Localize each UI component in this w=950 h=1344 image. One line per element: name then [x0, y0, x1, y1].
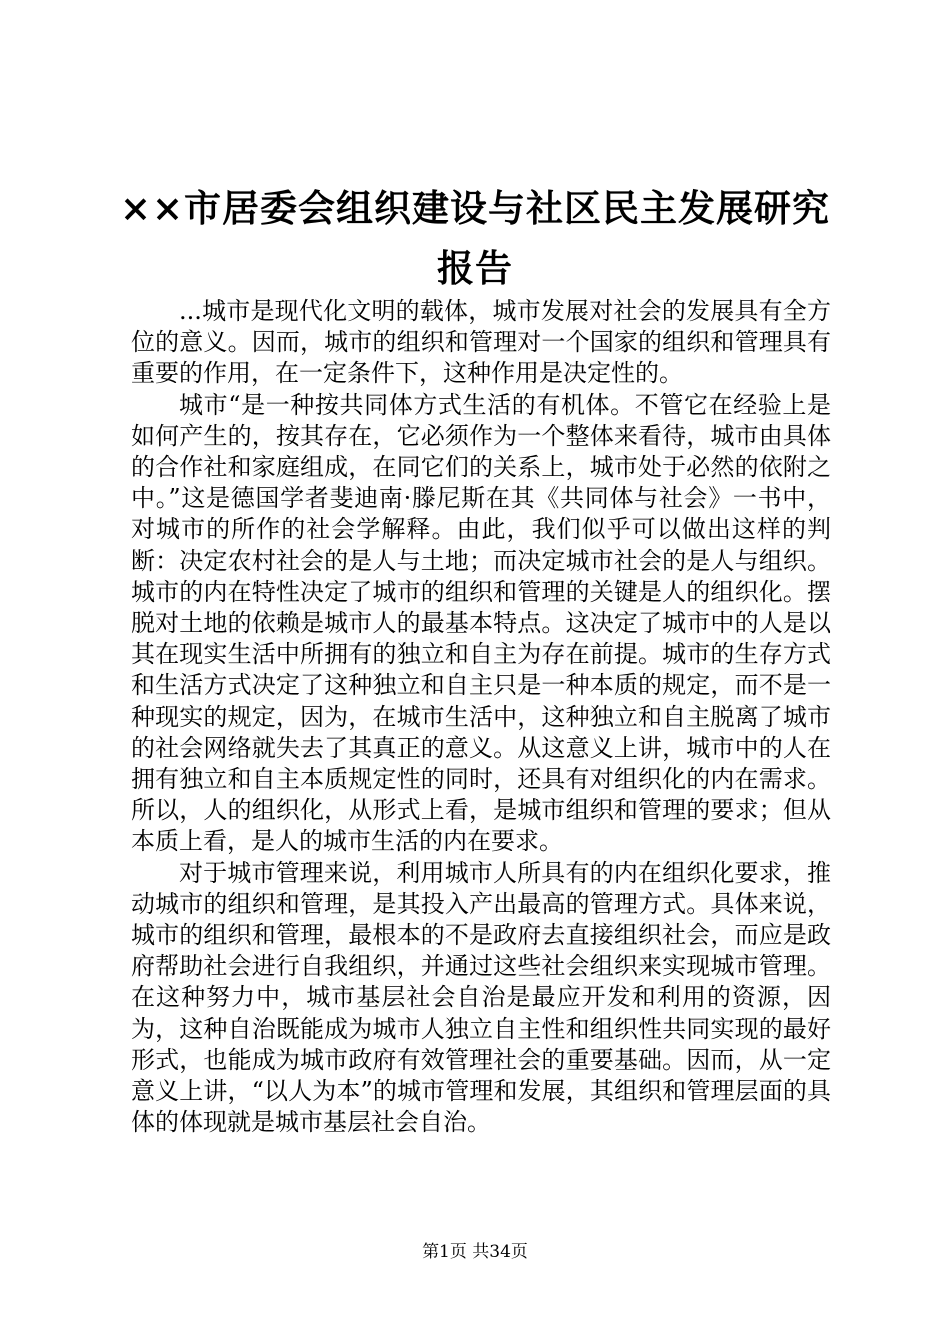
document-body [131, 296, 831, 1138]
document-title: ××市居委会组织建设与社区民主发展研究报告 [119, 186, 830, 290]
paragraph: 对于城市管理来说，利用城市人所具有的内在组织化要求，推动城市的组织和管理，是其投入产出最高的管理方式。具体来说，城市的组织和管理，最根本的不是政府去直接组织社会，而应是政府帮助社会进行自我组织，并通过这些社会组织来实现城市管理。在这种努力中，城市基层社会自治是最应开发和利用的资源，因为，这种自治既能成为城市人独立自主性和组织性共同实现的最好形式，也能成为城市政府有效管理社会的重要基础。因而，从一定意义上讲，“以人为本”的城市管理和发展，其组织和管理层面的具体的体现就是城市基层社会自治。 [131, 858, 831, 1137]
paragraph: 城市“是一种按共同体方式生活的有机体。不管它在经验上是如何产生的，按其存在，它必须作为一个整体来看待，城市由具体的合作社和家庭组成，在同它们的关系上，城市处于必然的依附之中。”这是德国学者斐迪南·滕尼斯在其《共同体与社会》一书中，对城市的所作的社会学解释。由此，我们似乎可以做出这样的判断：决定农村社会的是人与土地；而决定城市社会的是人与组织。城市的内在特性决定了城市的组织和管理的关键是人的组织化。摆脱对土地的依赖是城市人的最基本特点。这决定了城市中的人是以其在现实生活中所拥有的独立和自主为存在前提。城市的生存方式和生活方式决定了这种独立和自主只是一种本质的规定，而不是一种现实的规定，因为，在城市生活中，这种独立和自主脱离了城市的社会网络就失去了其真正的意义。从这意义上讲，城市中的人在拥有独立和自主本质规定性的同时，还具有对组织化的内在需求。所以，人的组织化，从形式上看，是城市组织和管理的要求；但从本质上看，是人的城市生活的内在要求。 [131, 390, 831, 856]
paragraph: ...城市是现代化文明的载体，城市发展对社会的发展具有全方位的意义。因而，城市的组织和管理对一个国家的组织和管理具有重要的作用，在一定条件下，这种作用是决定性的。 [131, 297, 831, 388]
page-number-footer: 第1页 共34页 [422, 1242, 528, 1262]
